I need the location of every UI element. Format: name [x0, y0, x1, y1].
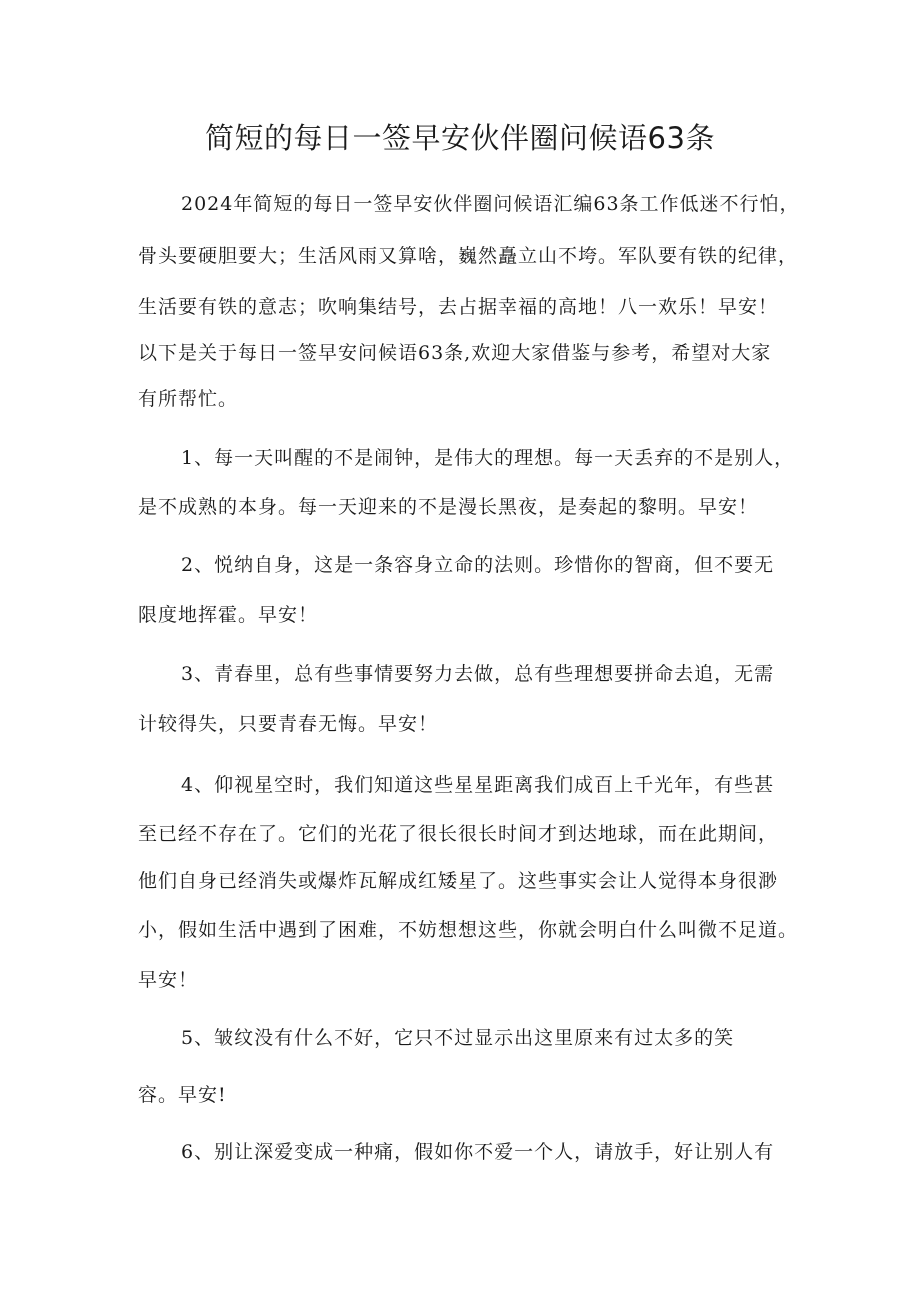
- page-title: 简短的每日一签早安伙伴圈问候语63条: [205, 121, 715, 155]
- intro-line: 2024年简短的每日一签早安伙伴圈问候语汇编63条工作低迷不行怕，: [181, 193, 800, 215]
- item-line: 1、每一天叫醒的不是闹钟，是伟大的理想。每一天丢弃的不是别人，: [181, 447, 795, 469]
- item-line: 他们自身已经消失或爆炸瓦解成红矮星了。这些事实会让人觉得本身很渺: [138, 870, 779, 892]
- item-line: 5、皱纹没有什么不好，它只不过显示出这里原来有过太多的笑: [181, 1027, 735, 1049]
- item-line: 3、青春里，总有些事情要努力去做，总有些理想要拼命去追，无需: [181, 663, 775, 685]
- item-line: 6、别让深爱变成一种痛，假如你不爱一个人，请放手，好让别人有: [181, 1141, 775, 1163]
- intro-line: 有所帮忙。: [138, 388, 239, 410]
- item-line: 计较得失，只要青春无悔。早安！: [138, 713, 439, 735]
- item-line: 是不成熟的本身。每一天迎来的不是漫长黑夜，是奏起的黎明。早安！: [138, 496, 759, 518]
- item-line: 至已经不存在了。它们的光花了很长很长时间才到达地球，而在此期间，: [138, 823, 779, 845]
- item-line: 限度地挥霍。早安！: [138, 604, 319, 626]
- item-line: 小，假如生活中遇到了困难，不妨想想这些，你就会明白什么叫微不足道。: [138, 919, 799, 941]
- intro-line: 以下是关于每日一签早安问候语63条,欢迎大家借鉴与参考，希望对大家: [138, 342, 772, 364]
- item-line: 4、仰视星空时，我们知道这些星星距离我们成百上千光年，有些甚: [181, 774, 775, 796]
- item-line: 早安！: [138, 969, 199, 991]
- intro-line: 生活要有铁的意志；吹响集结号，去占据幸福的高地！八一欢乐！早安！: [138, 296, 779, 318]
- item-line: 2、悦纳自身，这是一条容身立命的法则。珍惜你的智商，但不要无: [181, 554, 775, 576]
- item-line: 容。早安!: [138, 1084, 227, 1106]
- intro-line: 骨头要硬胆要大；生活风雨又算啥，巍然矗立山不垮。军队要有铁的纪律，: [138, 245, 799, 267]
